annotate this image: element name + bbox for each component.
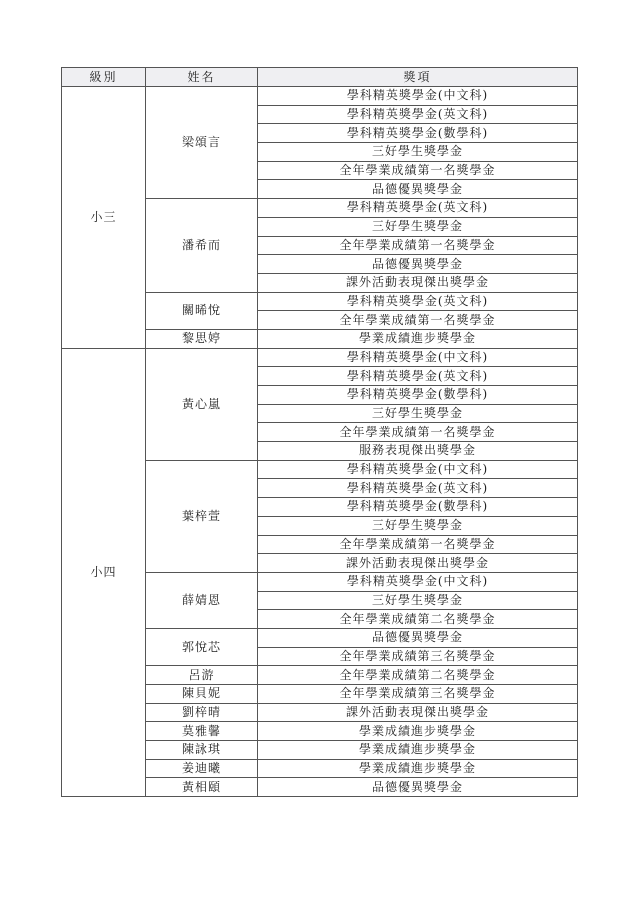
student-name-cell: 黃心嵐 (146, 348, 258, 460)
table-row (62, 87, 578, 106)
award-cell: 課外活動表現傑出獎學金 (258, 554, 578, 573)
header-name: 姓名 (146, 68, 258, 87)
award-cell: 品德優異獎學金 (258, 255, 578, 274)
award-cell: 課外活動表現傑出獎學金 (258, 703, 578, 722)
award-cell: 學科精英獎學金(中文科) (258, 348, 578, 367)
student-name-cell: 郭悅芯 (146, 628, 258, 665)
award-cell: 學業成績進步獎學金 (258, 759, 578, 778)
award-cell: 學業成績進步獎學金 (258, 722, 578, 741)
award-cell: 全年學業成績第二名獎學金 (258, 666, 578, 685)
award-cell: 全年學業成績第一名獎學金 (258, 423, 578, 442)
student-name-cell: 陳詠琪 (146, 741, 258, 760)
award-cell: 學科精英獎學金(中文科) (258, 572, 578, 591)
award-cell: 學科精英獎學金(中文科) (258, 460, 578, 479)
header-grade: 級別 (62, 68, 146, 87)
award-cell: 三好學生獎學金 (258, 516, 578, 535)
student-name-cell: 葉梓萱 (146, 460, 258, 572)
award-cell: 學科精英獎學金(中文科) (258, 87, 578, 106)
header-row (62, 68, 578, 87)
award-cell: 全年學業成績第一名獎學金 (258, 236, 578, 255)
award-cell: 學科精英獎學金(英文科) (258, 105, 578, 124)
award-cell: 學業成績進步獎學金 (258, 741, 578, 760)
header-award: 獎項 (258, 68, 578, 87)
award-cell: 全年學業成績第二名獎學金 (258, 610, 578, 629)
award-cell: 全年學業成績第三名獎學金 (258, 685, 578, 704)
award-cell: 品德優異獎學金 (258, 628, 578, 647)
award-cell: 三好學生獎學金 (258, 143, 578, 162)
award-cell: 學科精英獎學金(數學科) (258, 386, 578, 405)
award-cell: 課外活動表現傑出獎學金 (258, 273, 578, 292)
student-name-cell: 薛婧恩 (146, 572, 258, 628)
award-cell: 全年學業成績第三名獎學金 (258, 647, 578, 666)
award-cell: 學科精英獎學金(數學科) (258, 498, 578, 517)
award-cell: 三好學生獎學金 (258, 591, 578, 610)
grade-cell: 小三 (62, 87, 146, 349)
award-cell: 三好學生獎學金 (258, 217, 578, 236)
award-cell: 學業成績進步獎學金 (258, 329, 578, 348)
table-header (62, 68, 578, 87)
student-name-cell: 黃相頤 (146, 778, 258, 797)
award-cell: 學科精英獎學金(英文科) (258, 292, 578, 311)
award-cell: 品德優異獎學金 (258, 778, 578, 797)
table-body (62, 87, 578, 797)
student-name-cell: 姜迪曦 (146, 759, 258, 778)
award-cell: 全年學業成績第一名獎學金 (258, 535, 578, 554)
table-row (62, 348, 578, 367)
award-cell: 三好學生獎學金 (258, 404, 578, 423)
award-cell: 學科精英獎學金(英文科) (258, 479, 578, 498)
award-cell: 學科精英獎學金(英文科) (258, 199, 578, 218)
student-name-cell: 潘希而 (146, 199, 258, 292)
student-name-cell: 陳貝妮 (146, 685, 258, 704)
award-cell: 服務表現傑出獎學金 (258, 442, 578, 461)
student-name-cell: 梁頌言 (146, 87, 258, 199)
student-name-cell: 劉梓晴 (146, 703, 258, 722)
grade-cell: 小四 (62, 348, 146, 797)
award-cell: 品德優異獎學金 (258, 180, 578, 199)
award-table (61, 67, 578, 797)
student-name-cell: 關晞悅 (146, 292, 258, 329)
student-name-cell: 莫雅馨 (146, 722, 258, 741)
award-cell: 學科精英獎學金(數學科) (258, 124, 578, 143)
student-name-cell: 呂游 (146, 666, 258, 685)
award-cell: 全年學業成績第一名獎學金 (258, 311, 578, 330)
award-cell: 全年學業成績第一名獎學金 (258, 161, 578, 180)
student-name-cell: 黎思婷 (146, 329, 258, 348)
award-cell: 學科精英獎學金(英文科) (258, 367, 578, 386)
